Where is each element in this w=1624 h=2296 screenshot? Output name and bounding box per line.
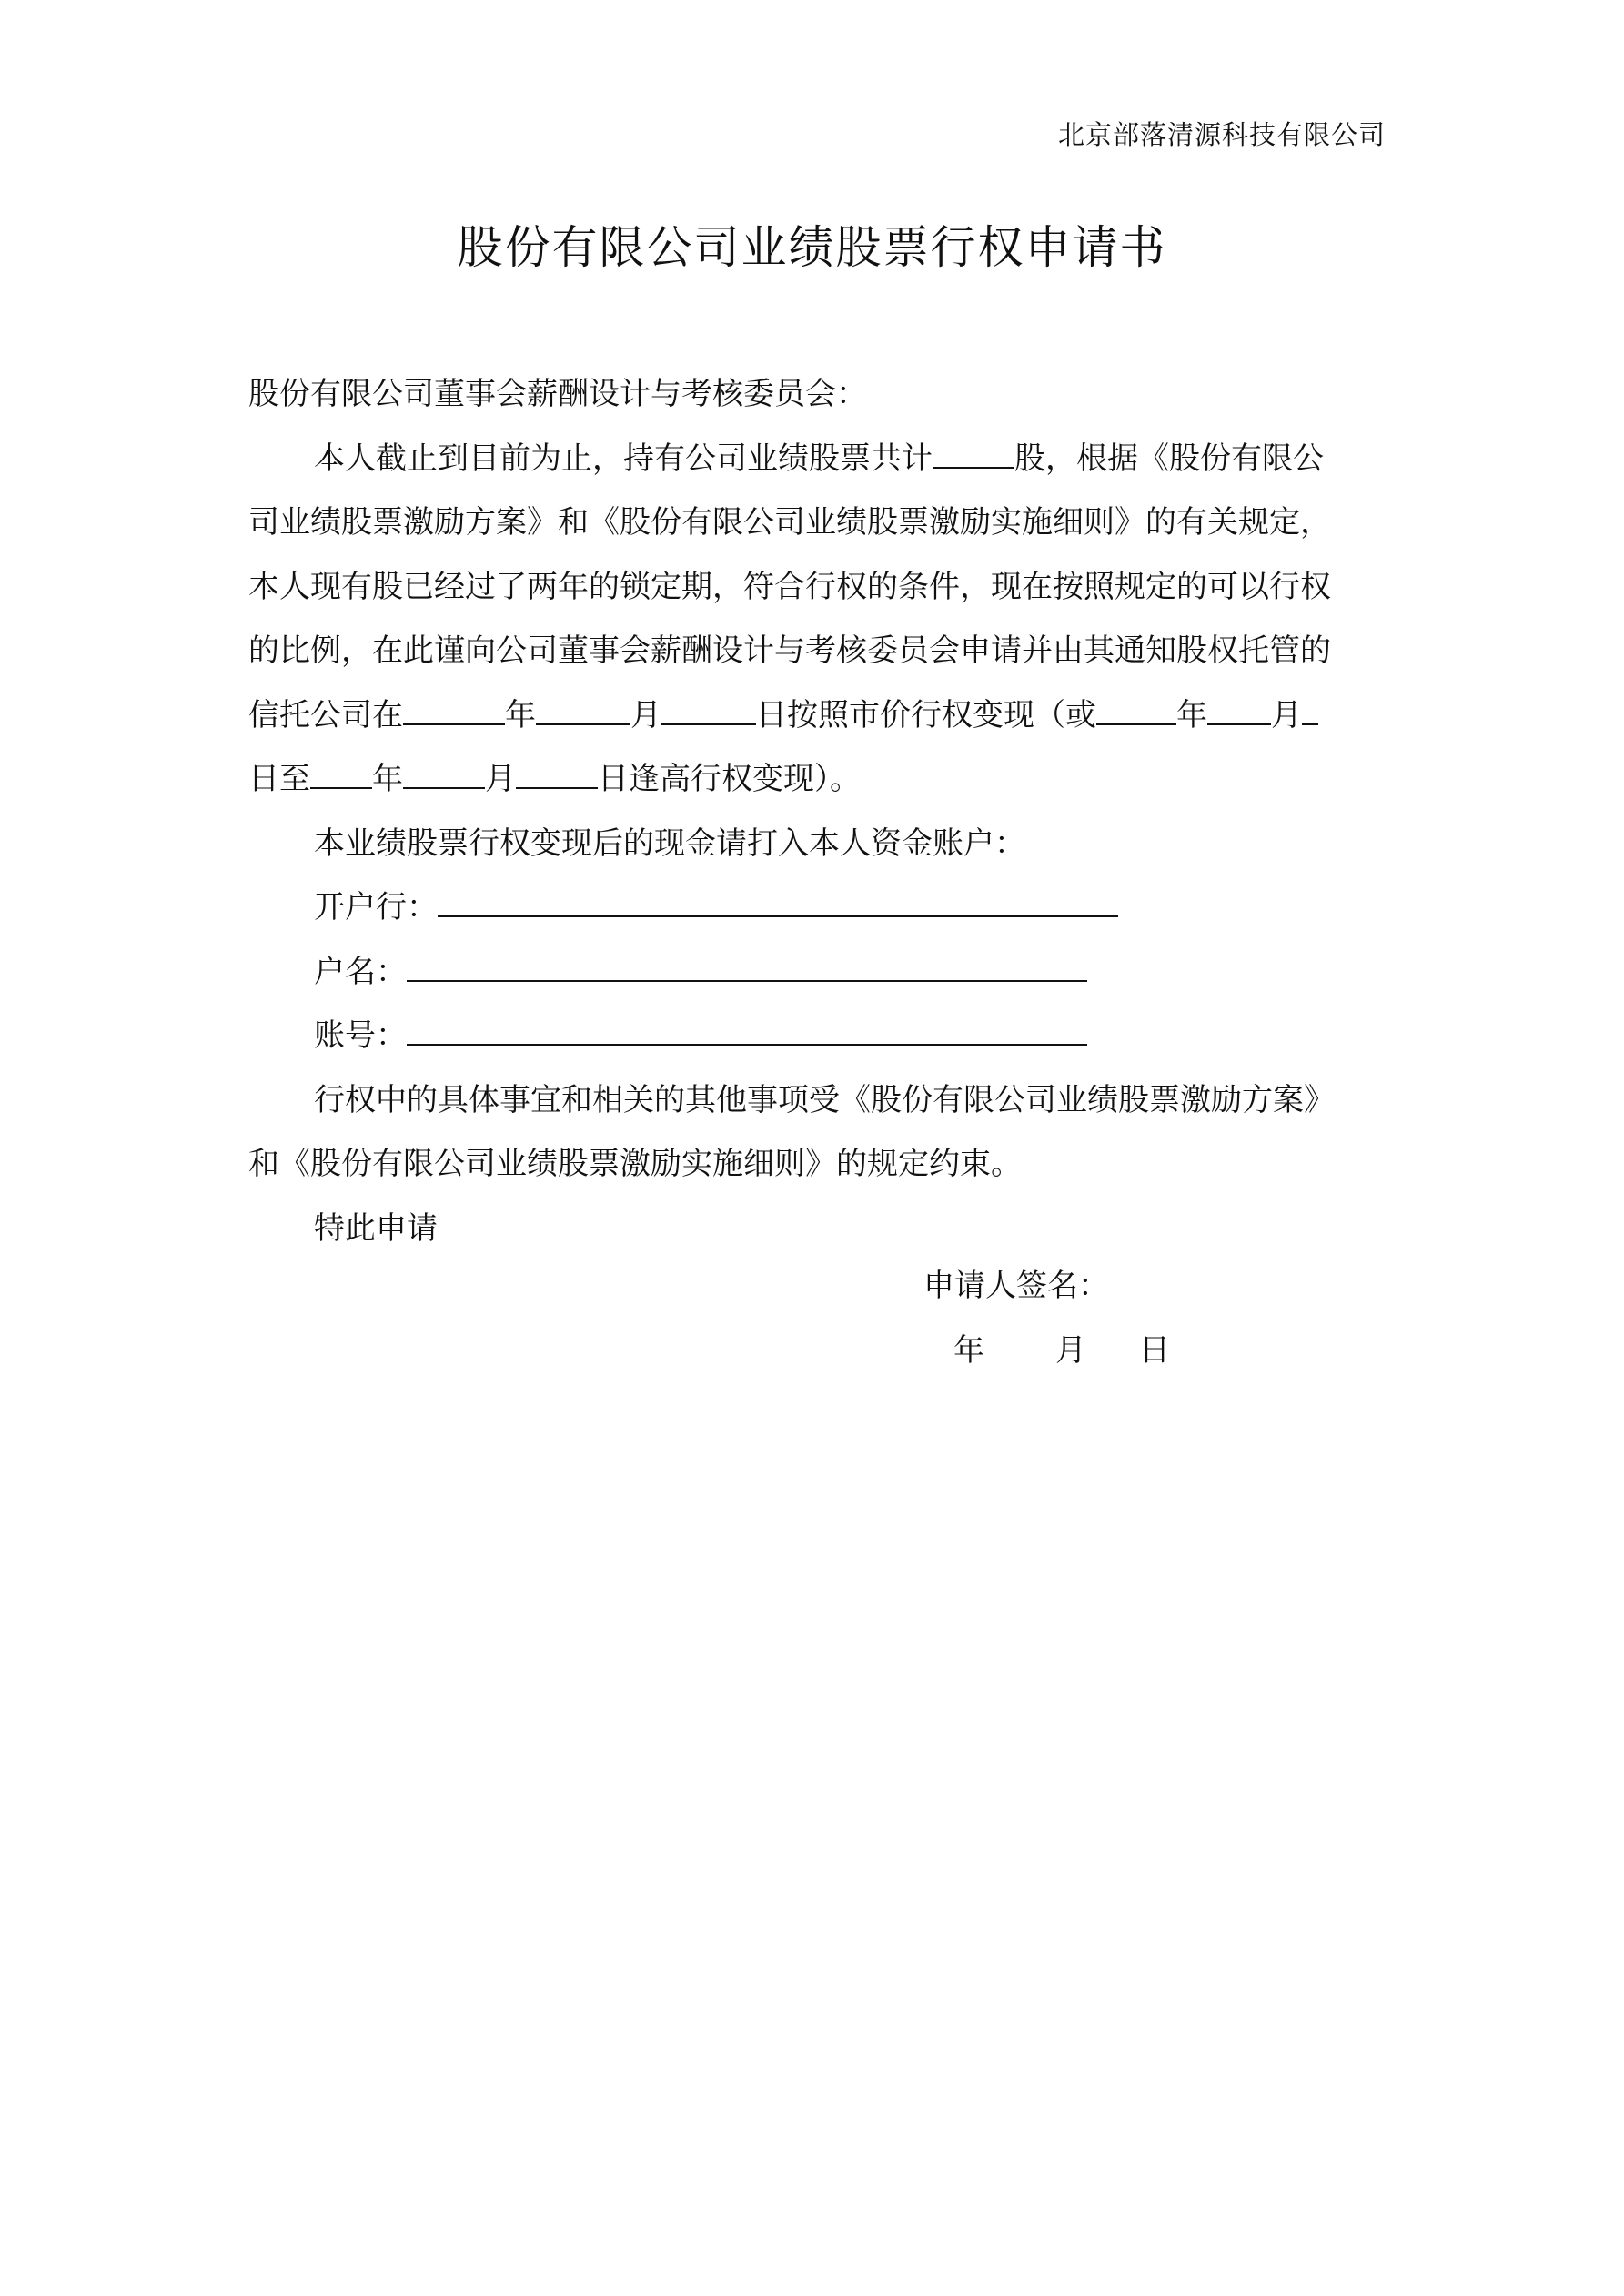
text-segment: 本人截止到目前为止，持有公司业绩股票共计 (314, 440, 933, 477)
account-number-field[interactable] (407, 1004, 1087, 1046)
text-segment: 年 (505, 696, 536, 733)
paragraph-line: 行权中的具体事宜和相关的其他事项受《股份有限公司业绩股票激励方案》 (314, 1081, 1335, 1118)
paragraph-line (248, 747, 1386, 812)
account-name-label: 户名： (314, 953, 407, 990)
date-month-label: 月 (1055, 1332, 1086, 1369)
bank-row (248, 875, 1386, 940)
text-segment: 日逢高行权变现）。 (598, 761, 861, 797)
text-segment: 月 (1271, 696, 1302, 733)
account-name-row (248, 940, 1386, 1005)
range-start-month-blank[interactable] (1207, 683, 1271, 725)
date-year-label: 年 (953, 1332, 984, 1369)
paragraph-line: 本人现有股已经过了两年的锁定期，符合行权的条件，现在按照规定的可以行权 (248, 568, 1331, 605)
paragraph-line (248, 683, 1386, 748)
text-segment: 日按照市价行权变现（或 (756, 696, 1096, 733)
salutation: 股份有限公司董事会薪酬设计与考核委员会： (248, 376, 867, 412)
exercise-month-blank[interactable] (536, 683, 630, 725)
text-segment: 股，根据《股份有限公 (1014, 440, 1324, 477)
range-end-month-blank[interactable] (403, 747, 485, 789)
range-end-day-blank[interactable] (516, 747, 598, 789)
signature-label: 申请人签名： (923, 1268, 1109, 1304)
share-count-blank[interactable] (933, 427, 1014, 469)
bank-label: 开户行： (314, 889, 438, 925)
header-company-name: 北京部落清源科技有限公司 (1057, 119, 1386, 150)
range-end-year-blank[interactable] (310, 747, 372, 789)
paragraph-line: 的比例，在此谨向公司董事会薪酬设计与考核委员会申请并由其通知股权托管的 (248, 632, 1331, 669)
text-segment: 月 (485, 761, 516, 797)
text-segment: 年 (372, 761, 403, 797)
exercise-day-blank[interactable] (661, 683, 756, 725)
range-start-year-blank[interactable] (1096, 683, 1176, 725)
paragraph-line: 司业绩股票激励方案》和《股份有限公司业绩股票激励实施细则》的有关规定， (248, 504, 1331, 541)
closing-text: 特此申请 (314, 1209, 438, 1247)
range-start-day-blank[interactable] (1302, 683, 1318, 725)
account-number-row (248, 1004, 1386, 1068)
account-name-field[interactable] (407, 940, 1087, 982)
document-body (248, 362, 1386, 1260)
document-title: 股份有限公司业绩股票行权申请书 (457, 221, 1167, 274)
text-segment: 日至 (248, 761, 310, 797)
bank-field[interactable] (438, 875, 1118, 917)
date-day-label: 日 (1139, 1332, 1170, 1369)
text-segment: 信托公司在 (248, 696, 403, 733)
paragraph-line: 和《股份有限公司业绩股票激励实施细则》的规定约束。 (248, 1146, 1022, 1182)
paragraph-line (248, 427, 1386, 491)
account-number-label: 账号： (314, 1017, 407, 1054)
text-segment: 年 (1176, 696, 1207, 733)
account-instruction: 本业绩股票行权变现后的现金请打入本人资金账户： (314, 824, 1025, 862)
text-segment: 月 (630, 696, 661, 733)
exercise-year-blank[interactable] (403, 683, 505, 725)
